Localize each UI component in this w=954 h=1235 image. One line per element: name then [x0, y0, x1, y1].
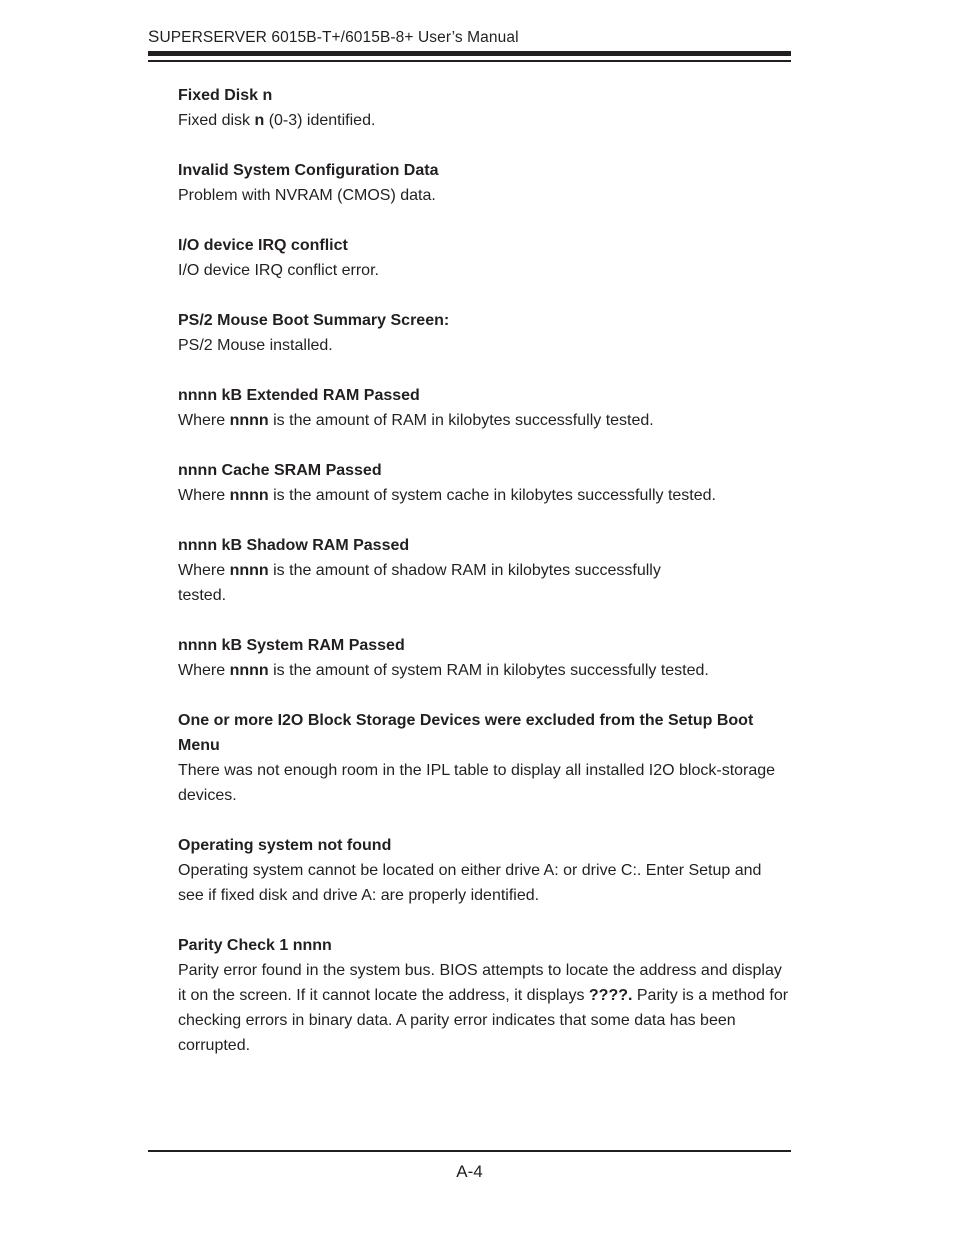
- message-entry: [178, 533, 790, 608]
- message-description: [178, 183, 790, 208]
- description-text: There was not enough room in the IPL table to display all installed I2O block-storage devices.: [178, 762, 776, 804]
- message-description: [178, 258, 790, 283]
- message-description: [178, 858, 790, 908]
- header-rule-thin: [148, 60, 791, 62]
- message-entry: [178, 708, 790, 808]
- description-text: Where: [178, 412, 230, 429]
- description-text: is the amount of system cache in kilobytes successfully tested.: [268, 487, 716, 504]
- message-entry: [178, 233, 790, 283]
- message-description: [178, 658, 790, 683]
- description-text: Fixed disk: [178, 112, 255, 129]
- description-text: Operating system cannot be located on either drive A: or drive C:. Enter Setup and see if fixed disk and drive A: are properly identified.: [178, 862, 762, 904]
- message-entry: [178, 383, 790, 433]
- message-title: nnnn kB System RAM Passed: [178, 637, 405, 654]
- description-text: Parity is a method for checking errors in binary data. A parity error indicates that some data has been corrupted.: [178, 987, 789, 1054]
- message-title: I/O device IRQ conflict: [178, 237, 348, 254]
- description-text: I/O device IRQ conflict error.: [178, 262, 379, 279]
- message-title: Parity Check 1 nnnn: [178, 937, 332, 954]
- running-header: [148, 27, 519, 47]
- message-description: [178, 408, 790, 433]
- description-text: PS/2 Mouse installed.: [178, 337, 333, 354]
- message-title: nnnn kB Extended RAM Passed: [178, 387, 420, 404]
- bold-term: nnnn: [229, 562, 269, 579]
- description-text: is the amount of RAM in kilobytes successfully tested.: [268, 412, 654, 429]
- bold-term: nnnn: [229, 487, 269, 504]
- description-text: tested.: [178, 587, 227, 604]
- message-description: [178, 958, 790, 1058]
- description-text: is the amount of shadow RAM in kilobytes successfully: [268, 562, 661, 579]
- bold-term: n: [254, 112, 265, 129]
- error-message-list: [178, 83, 790, 1083]
- message-description: [178, 483, 790, 508]
- message-title: One or more I2O Block Storage Devices were excluded from the Setup Boot Menu: [178, 712, 754, 754]
- message-entry: [178, 933, 790, 1058]
- message-title: nnnn kB Shadow RAM Passed: [178, 537, 410, 554]
- message-title: Invalid System Configuration Data: [178, 162, 439, 179]
- footer-rule: [148, 1150, 791, 1152]
- message-description: [178, 758, 790, 808]
- message-description: [178, 333, 790, 358]
- running-header-rest: UPERSERVER 6015B-T+/6015B-8+ User’s Manual: [159, 29, 519, 46]
- message-entry: [178, 308, 790, 358]
- message-description: [178, 558, 790, 608]
- message-description: [178, 108, 790, 133]
- description-text: Problem with NVRAM (CMOS) data.: [178, 187, 436, 204]
- message-entry: [178, 158, 790, 208]
- message-title: nnnn Cache SRAM Passed: [178, 462, 382, 479]
- message-entry: [178, 833, 790, 908]
- bold-term: nnnn: [229, 662, 269, 679]
- bold-term: ????.: [588, 987, 633, 1004]
- description-text: Where: [178, 562, 230, 579]
- description-text: Where: [178, 662, 230, 679]
- message-entry: [178, 458, 790, 508]
- running-header-initial: S: [148, 27, 160, 46]
- message-entry: [178, 83, 790, 133]
- message-title: PS/2 Mouse Boot Summary Screen:: [178, 312, 450, 329]
- message-title: Operating system not found: [178, 837, 392, 854]
- bold-term: nnnn: [229, 412, 269, 429]
- message-title: Fixed Disk n: [178, 87, 273, 104]
- description-text: (0-3) identified.: [264, 112, 376, 129]
- header-rule-thick: [148, 51, 791, 56]
- description-text: Where: [178, 487, 230, 504]
- description-text: Parity error found in the system bus. BIOS attempts to locate the address and display it on the screen. If it cannot locate the address, it displays: [178, 962, 782, 1004]
- page-number: A-4: [456, 1162, 483, 1181]
- description-text: is the amount of system RAM in kilobytes successfully tested.: [268, 662, 709, 679]
- message-entry: [178, 633, 790, 683]
